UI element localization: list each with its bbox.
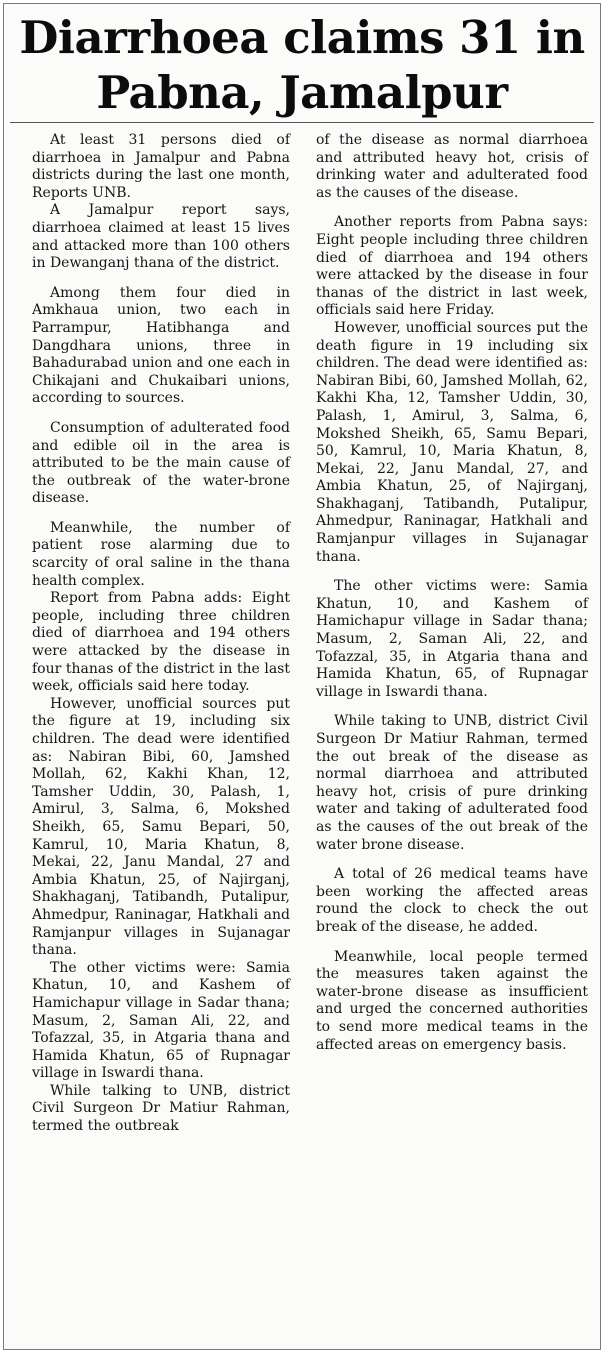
article-paragraph: Meanwhile, the number of patient rose alarming due to scarcity of oral saline in the thana health complex. [32,519,290,589]
left-column [32,132,290,1349]
right-column [316,132,588,1349]
article-paragraph: of the disease as normal diarrhoea and attributed heavy hot, crisis of drinking water and adulterated food as the causes of the disease. [316,132,588,201]
article-paragraph: A total of 26 medical teams have been working the affected areas round the clock to check the out break of the disease, he added. [316,866,588,935]
article-paragraph: The other victims were: Samia Khatun, 10, and Kashem of Hamichapur village in Sadar thana; Masum, 2, Saman Ali, 22, and Tofazzal, 35, in Atgaria thana and Hamida Khatun, 65 of Rupnagar village in Iswardi thana. [32,959,290,1082]
article-paragraph: While talking to UNB, district Civil Surgeon Dr Matiur Rahman, termed the outbreak [32,1082,290,1135]
article-paragraph: Another reports from Pabna says: Eight people including three children died of diarrhoea and 194 others were attacked by the disease in four thanas of the district in last week, officials said here Friday. [316,214,588,319]
newspaper-clipping [3,3,601,1350]
article-paragraph: However, unofficial sources put the figure at 19, including six children. The dead were identified as: Nabiran Bibi, 60, Jamshed Mollah, 62, Kakhi Khan, 12, Tamsher Uddin, 30, Palash, 1, Amirul, 3, Salma, 6, Mokshed Sheikh, 65, Samu Bepari, 50, Kamrul, 10, Maria Khatun, 8, Mekai, 22, Janu Mandal, 27 and Ambia Khatun, 25, of Najirganj, Shakhaganj, Tatibandh, Putalipur, Ahmedpur, Raninagar, Hatkhali and Ramjanpur villages in Sujanagar thana. [32,695,290,959]
article-paragraph: While taking to UNB, district Civil Surgeon Dr Matiur Rahman, termed the out break of the disease as normal diarrhoea and attributed heavy hot, crisis of pure drinking water and taking of adulterated food as the causes of the out break of the water brone disease. [316,713,588,853]
article-paragraph: Report from Pabna adds: Eight people, including three children died of diarrhoea and 194 others were attacked by the disease in four thanas of the district in the last week, officials said here today. [32,590,290,695]
article-paragraph: A Jamalpur report says, diarrhoea claimed at least 15 lives and attacked more than 100 others in Dewanganj thana of the district. [32,202,290,272]
article-paragraph: At least 31 persons died of diarrhoea in Jamalpur and Pabna districts during the last one month, Reports UNB. [32,132,290,201]
article-body [4,132,600,1349]
article-paragraph: Among them four died in Amkhaua union, two each in Parrampur, Hatibhanga and Dangdhara unions, three in Bahadurabad union and one each in Chikajani and Chukaibari unions, according to sources. [32,284,290,407]
article-paragraph: The other victims were: Samia Khatun, 10, and Kashem of Hamichapur village in Sadar thana; Masum, 2, Saman Ali, 22, and Tofazzal, 35, in Atgaria thana and Hamida Khatun, 65, of Rupnagar village in Iswardi thana. [316,578,588,700]
headline: Diarrhoea claims 31 in Pabna, Jamalpur [19,11,585,119]
article-paragraph: Meanwhile, local people termed the measures taken against the water-brone disease as insufficient and urged the concerned authorities to send more medical teams in the affected areas on emergency basis. [316,948,588,1053]
headline-rule [10,122,594,123]
article-paragraph: Consumption of adulterated food and edible oil in the area is attributed to be the main cause of the outbreak of the water-brone disease. [32,419,290,507]
article-paragraph: However, unofficial sources put the death figure in 19 including six children. The dead were identified as: Nabiran Bibi, 60, Jamshed Mollah, 62, Kakhi Kha, 12, Tamsher Uddin, 30, Palash, 1, Amirul, 3, Salma, 6, Mokshed Sheikh, 65, Samu Bepari, 50, Kamrul, 10, Maria Khatun, 8, Mekai, 22, Janu Mandal, 27, and Ambia Khatun, 25, of Najirganj, Shakhaganj, Tatibandh, Putalipur, Ahmedpur, Raninagar, Hatkhali and Ramjanpur villages in Sujanagar thana. [316,319,588,565]
